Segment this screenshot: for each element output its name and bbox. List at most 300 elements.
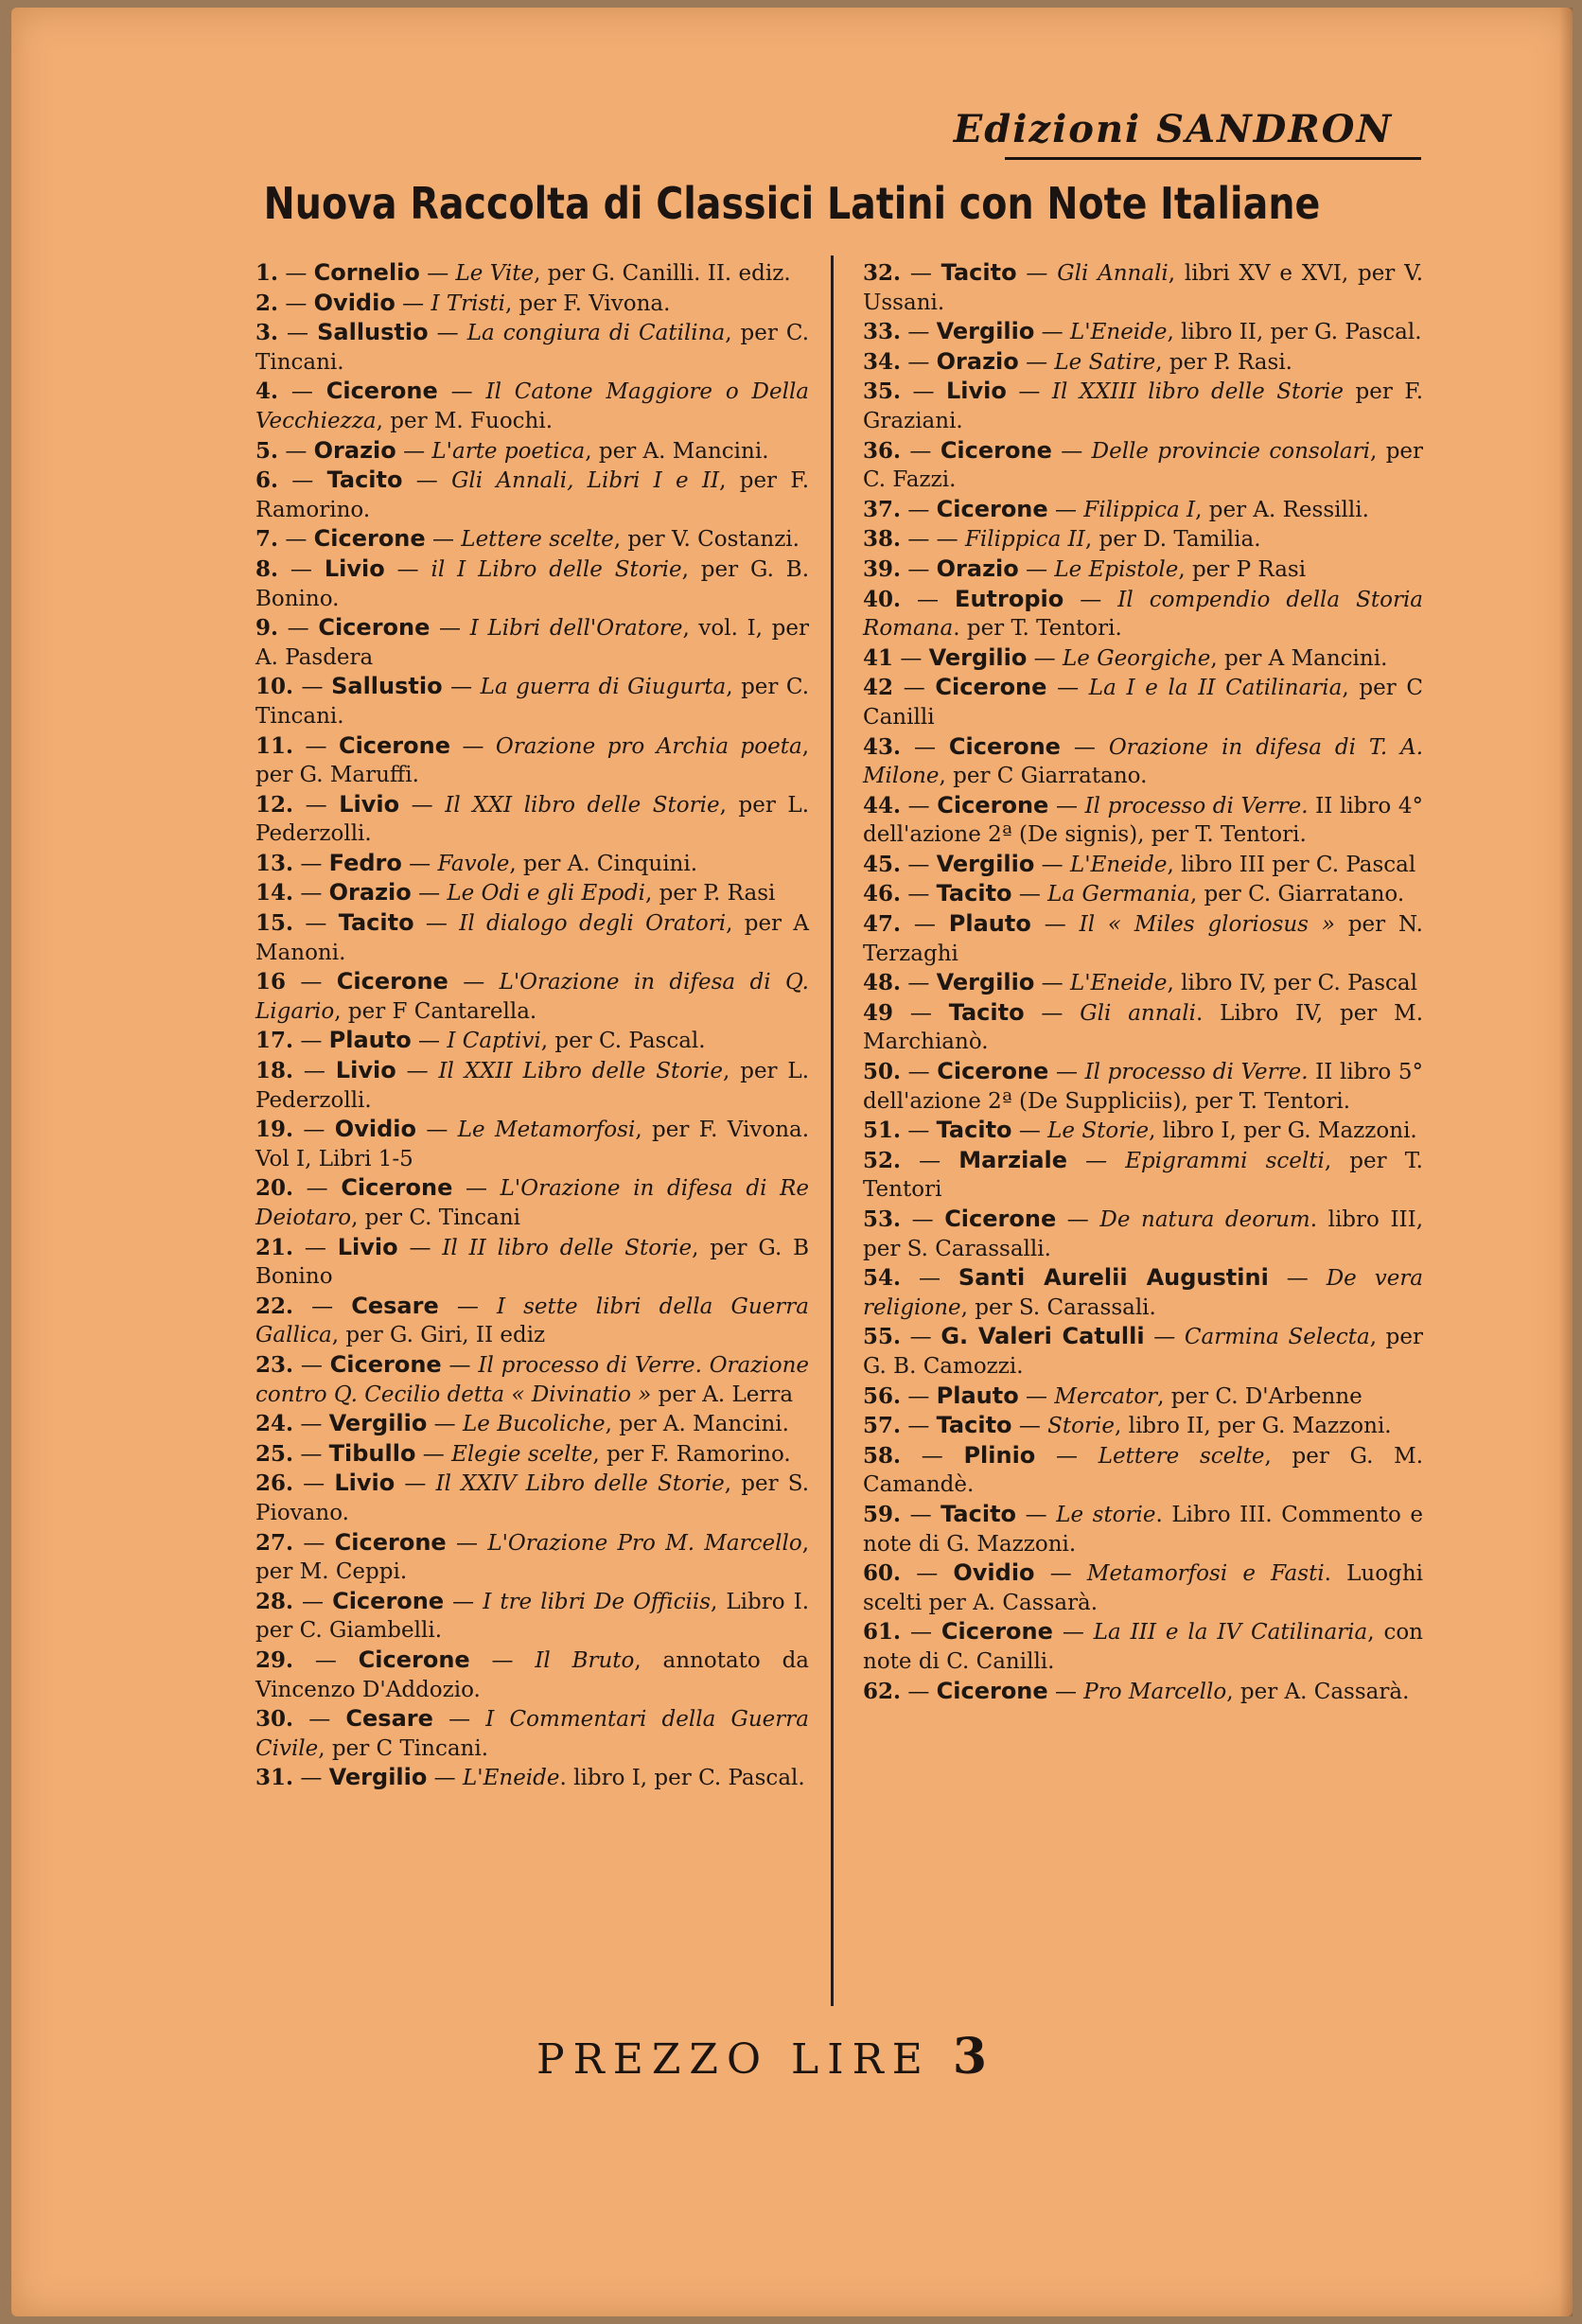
entry-author: Cesare [345, 1705, 433, 1733]
entry-editor: , per G. Canilli. II. ediz. [534, 261, 791, 286]
entry-title: I Tristi [431, 290, 505, 316]
catalog-entry: 23. — Cicerone — Il processo di Verre. Orazione contro Q. Cecilio detta « Divinatio » per A. Lerra [255, 1350, 810, 1407]
entry-editor: . Libro III. Commento e note di G. Mazzoni. [863, 1502, 1424, 1557]
entry-title: Elegie scelte [451, 1441, 593, 1467]
entry-editor: , libro I, per G. Mazzoni. [1149, 1118, 1417, 1144]
catalog-entry: 19. — Ovidio — Le Metamorfosi, per F. Vivona. Vol I, Libri 1-5 [255, 1116, 810, 1171]
publisher-underline [1005, 157, 1421, 160]
entry-author: Tacito [936, 1412, 1012, 1439]
entry-number: 24. [255, 1411, 294, 1437]
entry-number: 28. [255, 1588, 294, 1614]
entry-editor: per N. Terzaghi [863, 912, 1423, 966]
catalog-entry: 62. — Cicerone — Pro Marcello, per A. Cassarà. [863, 1677, 1410, 1704]
entry-editor: II libro 4° dell'azione 2ª (De signis), per T. Tentori. [863, 793, 1424, 848]
entry-title: Il XXI libro delle Storie [445, 792, 720, 818]
entry-title: Carmina Selecta [1184, 1325, 1370, 1350]
entry-author: Cicerone [944, 1206, 1057, 1232]
entry-author: Tacito [940, 259, 1017, 286]
entry-number: 12. [255, 791, 294, 818]
catalog-entry: 4. — Cicerone — Il Catone Maggiore o Della Vecchiezza, per M. Fuochi. [255, 378, 810, 433]
entry-title: L'Eneide [463, 1766, 560, 1791]
entry-author: Cicerone [948, 732, 1061, 760]
entry-title: Il Bruto [535, 1647, 635, 1673]
catalog-entry: 40. — Eutropio — Il compendio della Storia Romana. per T. Tentori. [863, 585, 1424, 642]
entry-editor: per A. Lerra [651, 1382, 794, 1407]
entry-author: Cicerone [336, 968, 448, 995]
entry-author: Vergilio [936, 969, 1035, 996]
price-label: PREZZO LIRE [536, 2035, 931, 2084]
catalog-entry: 53. — Cicerone — De natura deorum. libro III, per S. Carassalli. [863, 1206, 1424, 1261]
column-divider [831, 255, 834, 2006]
catalog-entry: 8. — Livio — il I Libro delle Storie, per G. B. Bonino. [255, 555, 810, 611]
entry-author: Cicerone [935, 674, 1047, 701]
entry-number: 49 [863, 999, 894, 1026]
entry-number: 14. [255, 880, 294, 907]
entry-title: Il dialogo degli Oratori [459, 911, 727, 937]
entry-number: 10. [255, 674, 294, 700]
entry-number: 3. [255, 320, 279, 346]
entry-editor: , per C Tincani. [318, 1735, 489, 1761]
entry-editor: , con note di C. Canilli. [863, 1620, 1423, 1674]
entry-editor: , Libro I. per C. Giambelli. [255, 1589, 810, 1644]
entry-title: I Commentari della Guerra Civile [255, 1707, 809, 1761]
entry-title: Epigrammi scelti [1125, 1148, 1325, 1173]
entry-number: 13. [255, 850, 294, 876]
entry-number: 19. [255, 1117, 294, 1143]
entry-title: Delle provincie consolari [1091, 438, 1370, 464]
entry-title: L'Eneide [1070, 852, 1168, 877]
entry-author: Vergilio [328, 1764, 428, 1791]
entry-editor: , per L. Pederzolli. [255, 1059, 810, 1113]
entry-editor: , per P Rasi [1178, 556, 1307, 582]
catalog-entry: 3. — Sallustio — La congiura di Catilina, per C. Tincani. [255, 319, 810, 375]
catalog-entry: 29. — Cicerone — Il Bruto, annotato da Vincenzo D'Addozio. [255, 1646, 809, 1702]
entry-number: 33. [863, 319, 902, 345]
catalog-entry: 7. — Cicerone — Lettere scelte, per V. Costanzi. [255, 525, 800, 553]
entry-number: 61. [863, 1619, 902, 1646]
book-back-cover [11, 8, 1573, 2316]
entry-editor: , per F Cantarella. [334, 998, 537, 1024]
catalog-entry: 58. — Plinio — Lettere scelte, per G. M. Camandè. [863, 1441, 1424, 1498]
entry-title: L'Orazione in difesa di Q. Ligario [255, 970, 809, 1024]
entry-author: Cicerone [936, 1677, 1048, 1704]
entry-title: Le storie [1056, 1502, 1156, 1527]
entry-author: G. Valeri Catulli [940, 1323, 1145, 1350]
entry-title: Il XXII Libro delle Storie [438, 1059, 724, 1084]
entry-number: 57. [863, 1413, 902, 1439]
entry-author: Vergilio [936, 318, 1035, 345]
catalog-entry: 50. — Cicerone — Il processo di Verre. II libro 5° dell'azione 2ª (De Suppliciis), per T. Tentori. [863, 1058, 1424, 1114]
entry-editor: , per G. B. Camozzi. [863, 1325, 1424, 1379]
entry-number: 20. [255, 1175, 294, 1202]
entry-author: Tibullo [328, 1439, 416, 1467]
entry-number: 15. [255, 910, 294, 937]
entry-number: 29. [255, 1646, 294, 1673]
entry-number: 38. [863, 526, 902, 553]
entry-author: Plauto [328, 1027, 412, 1054]
entry-title: Il processo di Verre. [1084, 1060, 1309, 1085]
entry-editor: , libro II, per G. Pascal. [1167, 320, 1422, 345]
entry-author: Cicerone [318, 614, 431, 642]
entry-author: Orazio [936, 555, 1019, 582]
entry-author: Cicerone [329, 1350, 442, 1378]
entry-editor: , per C. Giarratano. [1189, 882, 1405, 907]
entry-author: Tacito [936, 880, 1012, 907]
entry-editor: , per G. B Bonino [255, 1235, 810, 1290]
entry-title: I Captivi [447, 1029, 541, 1054]
entry-title: Metamorfosi e Fasti [1086, 1561, 1325, 1587]
entry-number: 30. [255, 1706, 294, 1733]
entry-title: La congiura di Catilina [466, 321, 726, 346]
catalog-entry: 21. — Livio — Il II libro delle Storie, per G. B Bonino [255, 1233, 810, 1290]
entry-title: Le Epistole [1054, 556, 1179, 582]
entry-author: Cicerone [334, 1528, 447, 1556]
catalog-entry: 31. — Vergilio — L'Eneide. libro I, per C. Pascal. [255, 1764, 805, 1791]
entry-editor: , per A Mancini. [1210, 645, 1388, 671]
entry-title: I tre libri De Officiis [483, 1589, 712, 1614]
catalog-entry: 10. — Sallustio — La guerra di Giugurta, per C. Tincani. [255, 673, 810, 729]
entry-number: 37. [863, 496, 902, 522]
entry-editor: , per A Manoni. [255, 911, 810, 965]
entry-title: Il II libro delle Storie [442, 1235, 693, 1260]
entry-title: La III e la IV Catilinaria [1093, 1620, 1368, 1646]
catalog-entry: 32. — Tacito — Gli Annali, libri XV e XVI, per V. Ussani. [863, 259, 1424, 315]
entry-number: 54. [863, 1265, 902, 1292]
catalog-entry: 46. — Tacito — La Germania, per C. Giarratano. [863, 880, 1405, 907]
entry-author: Livio [339, 790, 400, 818]
entry-title: Favole [437, 851, 510, 876]
entry-number: 60. [863, 1560, 902, 1587]
entry-title: La Germania [1047, 882, 1190, 907]
entry-editor: per F. Graziani. [863, 379, 1424, 433]
entry-title: I Libri dell'Oratore [469, 616, 683, 642]
entry-editor: , per M. Ceppi. [255, 1530, 809, 1585]
entry-editor: , per T. Tentori [863, 1148, 1423, 1203]
entry-title: L'Orazione Pro M. Marcello [487, 1530, 802, 1556]
entry-author: Orazio [328, 879, 412, 907]
entry-title: L'Eneide [1070, 320, 1168, 345]
entry-editor: , per C Giarratano. [939, 764, 1148, 789]
entry-author: Orazio [313, 436, 396, 464]
entry-author: Cesare [351, 1292, 439, 1319]
catalog-entry: 16 — Cicerone — L'Orazione in difesa di Q. Ligario, per F Cantarella. [255, 968, 809, 1024]
entry-number: 9. [255, 615, 279, 642]
entry-number: 43. [863, 733, 902, 760]
entry-author: Cicerone [937, 791, 1049, 819]
entry-editor: , per C. D'Arbenne [1157, 1383, 1362, 1409]
entry-author: Sallustio [317, 319, 429, 346]
catalog-entry: 11. — Cicerone — Orazione pro Archia poeta, per G. Maruffi. [255, 731, 810, 788]
entry-author: Fedro [328, 849, 402, 876]
entry-author: Cicerone [325, 378, 438, 405]
entry-title: Lettere scelte [1098, 1443, 1265, 1469]
entry-editor: , per L. Pederzolli. [255, 792, 809, 847]
catalog-left-column [255, 258, 809, 1793]
entry-number: 44. [863, 792, 902, 819]
entry-title: Gli annali [1080, 1000, 1196, 1026]
entry-title: il I Libro delle Storie [431, 556, 682, 582]
catalog-entry: 13. — Fedro — Favole, per A. Cinquini. [255, 849, 698, 876]
entry-editor: . Luoghi scelti per A. Cassarà. [863, 1561, 1423, 1615]
entry-number: 56. [863, 1382, 902, 1409]
catalog-entry: 14. — Orazio — Le Odi e gli Epodi, per P. Rasi [255, 879, 776, 907]
entry-author: Tacito [940, 1500, 1017, 1527]
catalog-entry: 41 — Vergilio — Le Georgiche, per A Mancini. [863, 643, 1388, 671]
catalog-entry: 54. — Santi Aurelii Augustini — De vera religione, per S. Carassali. [863, 1264, 1424, 1320]
entry-number: 58. [863, 1442, 902, 1469]
entry-title: Le Metamorfosi [457, 1118, 636, 1143]
entry-number: 59. [863, 1501, 902, 1527]
catalog-entry: 27. — Cicerone — L'Orazione Pro M. Marcello, per M. Ceppi. [255, 1528, 809, 1585]
entry-number: 31. [255, 1765, 294, 1791]
entry-editor: , per C. Tincani. [255, 321, 810, 375]
entry-author: Plauto [948, 910, 1031, 938]
entry-editor: , per A. Mancini. [605, 1412, 789, 1437]
entry-editor: , per A. Cassarà. [1226, 1679, 1410, 1704]
catalog-entry: 20. — Cicerone — L'Orazione in difesa di Re Deiotaro, per C. Tincani [255, 1174, 810, 1230]
entry-editor: , per G. B. Bonino. [255, 556, 810, 611]
entry-author: Tacito [936, 1117, 1012, 1144]
entry-title: Il processo di Verre. [1084, 793, 1309, 819]
entry-number: 1. [255, 260, 279, 286]
entry-title: Le Storie [1047, 1118, 1150, 1144]
catalog-entry: 37. — Cicerone — Filippica I, per A. Ressilli. [863, 495, 1369, 522]
entry-editor: , per C. Pascal. [540, 1029, 706, 1054]
catalog-right-column [863, 258, 1423, 1706]
entry-title: Il XXIII libro delle Storie [1051, 379, 1345, 405]
entry-author: Plauto [936, 1382, 1019, 1409]
entry-author: Vergilio [936, 850, 1035, 877]
entry-number: 55. [863, 1324, 902, 1350]
catalog-entry: 17. — Plauto — I Captivi, per C. Pascal. [255, 1027, 706, 1054]
entry-number: 7. [255, 526, 279, 553]
entry-title: Le Bucoliche [463, 1412, 606, 1437]
entry-title: Il « Miles gloriosus » [1079, 912, 1335, 938]
catalog-entry: 30. — Cesare — I Commentari della Guerra Civile, per C Tincani. [255, 1705, 809, 1761]
catalog-entry: 28. — Cicerone — I tre libri De Officiis, Libro I. per C. Giambelli. [255, 1587, 810, 1644]
entry-number: 11. [255, 732, 294, 759]
entry-editor: , per F. Vivona. [504, 290, 671, 316]
page-title: Nuova Raccolta di Classici Latini con Note Italiane [263, 178, 1321, 229]
entry-title: Orazione pro Archia poeta [495, 733, 802, 759]
entry-editor: . libro III, per S. Carassalli. [863, 1207, 1424, 1261]
entry-number: 34. [863, 348, 902, 375]
entry-number: 21. [255, 1234, 294, 1260]
entry-title: La guerra di Giugurta [480, 675, 727, 700]
catalog-entry: 24. — Vergilio — Le Bucoliche, per A. Mancini. [255, 1410, 789, 1437]
catalog-entry: 22. — Cesare — I sette libri della Guerra Gallica, per G. Giri, II ediz [255, 1292, 810, 1348]
entry-editor: , libro II, per G. Mazzoni. [1114, 1414, 1392, 1439]
entry-title: Gli Annali, Libri I e II [451, 468, 720, 494]
catalog-entry: 6. — Tacito — Gli Annali, Libri I e II, per F. Ramorino. [255, 467, 810, 522]
entry-number: 35. [863, 379, 902, 405]
catalog-entry: 12. — Livio — Il XXI libro delle Storie, per L. Pederzolli. [255, 790, 809, 847]
entry-title: Il compendio della Storia Romana [863, 587, 1424, 642]
entry-title: La I e la II Catilinaria [1088, 676, 1343, 701]
entry-author: Cicerone [940, 1618, 1053, 1646]
entry-editor: , per G. M. Camandè. [863, 1443, 1424, 1498]
catalog-entry: 48. — Vergilio — L'Eneide, libro IV, per C. Pascal [863, 969, 1417, 996]
entry-title: De natura deorum [1099, 1207, 1310, 1232]
entry-author: Plinio [963, 1441, 1036, 1469]
catalog-entry: 36. — Cicerone — Delle provincie consolari, per C. Fazzi. [863, 436, 1424, 493]
entry-number: 23. [255, 1351, 294, 1378]
entry-editor: , libro III per C. Pascal [1167, 852, 1416, 877]
entry-author: Livio [324, 555, 385, 582]
catalog-entry: 52. — Marziale — Epigrammi scelti, per T. Tentori [863, 1146, 1423, 1203]
entry-author: Ovidio [313, 289, 396, 316]
price-line [536, 2028, 987, 2086]
catalog-entry: 26. — Livio — Il XXIV Libro delle Storie, per S. Piovano. [255, 1470, 810, 1525]
entry-editor: , per G. Giri, II ediz [331, 1323, 546, 1348]
entry-author: Cicerone [940, 436, 1052, 464]
entry-number: 45. [863, 851, 902, 877]
entry-editor: , per P. Rasi [644, 881, 776, 907]
entry-author: Sallustio [331, 673, 443, 700]
entry-title: Le Vite [455, 261, 535, 286]
catalog-entry: 18. — Livio — Il XXII Libro delle Storie, per L. Pederzolli. [255, 1057, 810, 1113]
entry-number: 22. [255, 1293, 294, 1319]
price-value: 3 [952, 2028, 988, 2086]
catalog-entry: 25. — Tibullo — Elegie scelte, per F. Ramorino. [255, 1439, 791, 1467]
catalog-entry: 43. — Cicerone — Orazione in difesa di T. A. Milone, per C Giarratano. [863, 732, 1424, 789]
entry-editor: , per S. Piovano. [255, 1471, 810, 1525]
entry-editor: . Libro IV, per M. Marchianò. [863, 1000, 1423, 1055]
entry-editor: , per C Canilli [863, 676, 1423, 730]
entry-title: I sette libri della Guerra Gallica [255, 1294, 810, 1348]
entry-title: Filippica II [964, 527, 1085, 553]
entry-number: 18. [255, 1058, 294, 1084]
catalog-entry: 56. — Plauto — Mercator, per C. D'Arbenne [863, 1382, 1362, 1409]
catalog-entry: 33. — Vergilio — L'Eneide, libro II, per G. Pascal. [863, 318, 1422, 345]
entry-number: 40. [863, 586, 902, 612]
entry-author: Ovidio [953, 1559, 1035, 1587]
entry-editor: , per D. Tamilia. [1084, 527, 1261, 553]
entry-title: Gli Annali [1057, 261, 1169, 286]
entry-number: 6. [255, 467, 279, 494]
catalog-entry: 39. — Orazio — Le Epistole, per P Rasi [863, 555, 1307, 582]
entry-editor: , per C. Fazzi. [863, 438, 1424, 493]
entry-number: 51. [863, 1118, 902, 1144]
entry-number: 48. [863, 970, 902, 996]
entry-title: De vera religione [863, 1266, 1424, 1320]
entry-number: 42 [863, 675, 894, 701]
entry-number: 8. [255, 555, 279, 582]
catalog-entry: 9. — Cicerone — I Libri dell'Oratore, vol. I, per A. Pasdera [255, 614, 809, 670]
catalog-entry: 45. — Vergilio — L'Eneide, libro III per C. Pascal [863, 850, 1416, 877]
entry-author: Cornelio [313, 259, 420, 286]
entry-number: 25. [255, 1440, 294, 1467]
entry-editor: , per C. Tincani. [255, 675, 810, 729]
entry-author: Livio [335, 1057, 396, 1084]
catalog-entry: 61. — Cicerone — La III e la IV Catilinaria, con note di C. Canilli. [863, 1618, 1423, 1674]
entry-author: Tacito [338, 909, 414, 937]
entry-editor: , per F. Ramorino. [592, 1441, 791, 1467]
entry-title: Lettere scelte [461, 527, 614, 553]
entry-editor: , per G. Maruffi. [255, 733, 810, 788]
entry-number: 16 [255, 969, 287, 995]
entry-editor: , per A. Ressilli. [1195, 497, 1369, 522]
entry-title: L'Eneide [1070, 971, 1168, 996]
entry-editor: , per A. Mancini. [585, 438, 769, 464]
entry-editor: , libro IV, per C. Pascal [1167, 971, 1417, 996]
entry-author: Livio [334, 1470, 396, 1497]
entry-author: Cicerone [332, 1587, 445, 1614]
entry-title: Orazione in difesa di T. A. Milone [863, 734, 1424, 789]
entry-title: Filippica I [1083, 497, 1196, 522]
catalog-entry: 57. — Tacito — Storie, libro II, per G. Mazzoni. [863, 1412, 1392, 1439]
entry-title: Le Satire [1054, 349, 1156, 375]
publisher-name: Edizioni SANDRON [953, 107, 1393, 151]
entry-editor: . per T. Tentori. [953, 616, 1122, 642]
entry-number: 50. [863, 1059, 902, 1085]
entry-author: Livio [946, 378, 1007, 405]
entry-author: Cicerone [936, 495, 1048, 522]
catalog-entry: 34. — Orazio — Le Satire, per P. Rasi. [863, 347, 1292, 375]
entry-number: 46. [863, 881, 902, 907]
catalog-entry: 44. — Cicerone — Il processo di Verre. II libro 4° dell'azione 2ª (De signis), per T. Tentori. [863, 791, 1424, 848]
entry-author: Vergilio [928, 643, 1028, 671]
entry-title: Le Odi e gli Epodi [447, 881, 645, 907]
entry-author: Cicerone [313, 525, 426, 553]
entry-number: 53. [863, 1206, 902, 1232]
entry-editor: , libri XV e XVI, per V. Ussani. [863, 261, 1424, 315]
entry-editor: , vol. I, per A. Pasdera [255, 616, 809, 670]
entry-author: Santi Aurelii Augustini [958, 1264, 1269, 1292]
catalog-entry: 60. — Ovidio — Metamorfosi e Fasti. Luoghi scelti per A. Cassarà. [863, 1559, 1423, 1615]
entry-editor: , per P. Rasi. [1155, 349, 1292, 375]
entry-author: Cicerone [358, 1646, 470, 1673]
catalog-entry: 1. — Cornelio — Le Vite, per G. Canilli. II. ediz. [255, 259, 791, 286]
catalog-entry: 35. — Livio — Il XXIII libro delle Storie per F. Graziani. [863, 378, 1424, 433]
entry-number: 4. [255, 379, 279, 405]
entry-editor: , per C. Tincani [351, 1206, 520, 1230]
catalog-entry: 38. — — Filippica II, per D. Tamilia. [863, 526, 1261, 553]
entry-author: Orazio [936, 347, 1019, 375]
catalog-entry: 2. — Ovidio — I Tristi, per F. Vivona. [255, 289, 671, 316]
entry-author: Vergilio [328, 1410, 428, 1437]
catalog-entry: 47. — Plauto — Il « Miles gloriosus » per N. Terzaghi [863, 910, 1423, 966]
entry-author: Marziale [958, 1146, 1068, 1173]
entry-author: Ovidio [334, 1116, 416, 1143]
entry-title: Pro Marcello [1083, 1679, 1227, 1704]
entry-number: 27. [255, 1529, 294, 1556]
entry-editor: . libro I, per C. Pascal. [559, 1766, 805, 1791]
entry-author: Cicerone [338, 731, 450, 759]
entry-title: Il processo di Verre. Orazione contro Q. Cecilio detta « Divinatio » [255, 1352, 810, 1407]
catalog-entry: 15. — Tacito — Il dialogo degli Oratori, per A Manoni. [255, 909, 810, 965]
entry-editor: , per V. Costanzi. [613, 527, 800, 553]
entry-title: L'arte poetica [431, 438, 586, 464]
catalog-entry: 5. — Orazio — L'arte poetica, per A. Mancini. [255, 436, 769, 464]
entry-title: L'Orazione in difesa di Re Deiotaro [255, 1176, 810, 1230]
catalog-entry: 55. — G. Valeri Catulli — Carmina Selecta, per G. B. Camozzi. [863, 1323, 1424, 1379]
entry-number: 62. [863, 1678, 902, 1704]
entry-author: Eutropio [955, 585, 1064, 612]
entry-title: Storie [1047, 1414, 1115, 1439]
entry-editor: , annotato da Vincenzo D'Addozio. [255, 1647, 809, 1702]
catalog-entry: 59. — Tacito — Le storie. Libro III. Commento e note di G. Mazzoni. [863, 1500, 1424, 1557]
entry-editor: , per S. Carassali. [960, 1294, 1156, 1320]
entry-number: 47. [863, 911, 902, 938]
entry-number: 2. [255, 290, 279, 316]
catalog-entry: 49 — Tacito — Gli annali. Libro IV, per M. Marchianò. [863, 998, 1423, 1055]
entry-editor: II libro 5° dell'azione 2ª (De Suppliciis), per T. Tentori. [863, 1060, 1424, 1114]
entry-number: 5. [255, 437, 279, 464]
entry-number: 26. [255, 1470, 294, 1497]
entry-editor: , per F. Vivona. Vol I, Libri 1-5 [255, 1118, 810, 1171]
entry-title: Mercator [1054, 1383, 1158, 1409]
